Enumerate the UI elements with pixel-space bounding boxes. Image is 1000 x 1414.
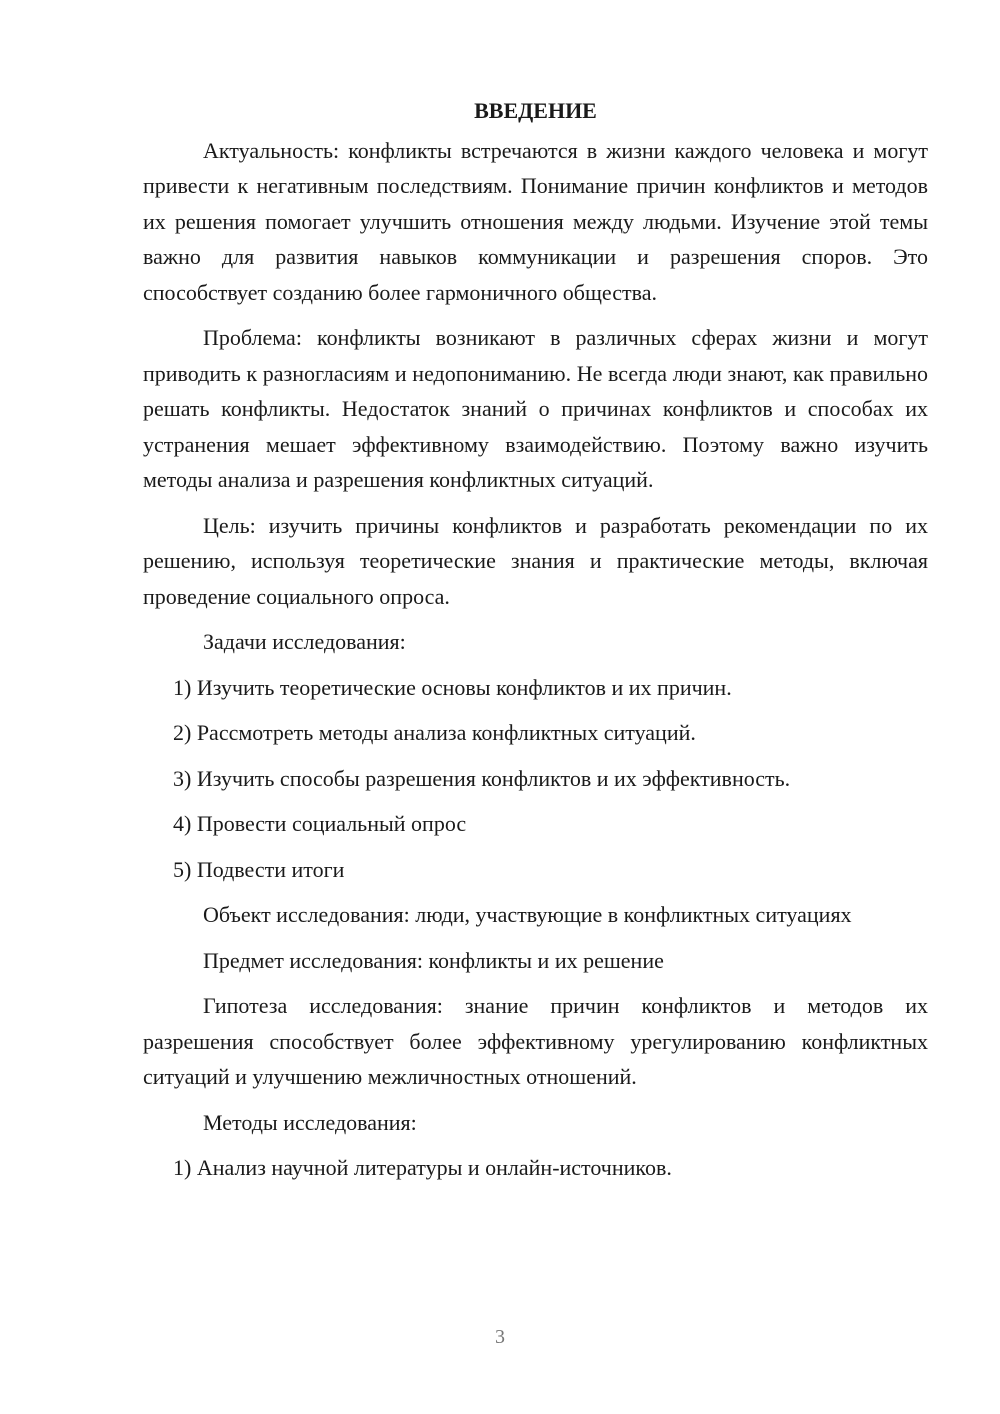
hypothesis-paragraph: Гипотеза исследования: знание причин конфликтов и методов их разрешения способствует более эффективному урегулированию конфликтных ситуаций и улучшению межличностных отношений. [143, 993, 928, 1089]
goal-paragraph: Цель: изучить причины конфликтов и разработать рекомендации по их решению, используя теоретические знания и практические методы, включая проведение социального опроса. [143, 512, 928, 609]
section-title: ВВЕДЕНИЕ [474, 98, 597, 123]
object-paragraph: Объект исследования: люди, участвующие в конфликтных ситуациях [203, 902, 852, 927]
task-item-3: 3) Изучить способы разрешения конфликтов и их эффективность. [173, 765, 791, 791]
task-item-2: 2) Рассмотреть методы анализа конфликтных ситуаций. [173, 720, 696, 745]
document-page [143, 93, 928, 1196]
tasks-heading: Задачи исследования: [203, 629, 406, 654]
subject-paragraph: Предмет исследования: конфликты и их решение [203, 947, 664, 973]
method-item-1: 1) Анализ научной литературы и онлайн-источников. [173, 1155, 672, 1180]
task-item-5: 5) Подвести итоги [173, 856, 345, 882]
task-item-1: 1) Изучить теоретические основы конфликтов и их причин. [173, 674, 732, 700]
problem-paragraph: Проблема: конфликты возникают в различных сферах жизни и могут приводить к разногласиям и недопониманию. Не всегда люди знают, как правильно решать конфликты. Недостаток знаний о причинах конфликтов и способах их устранения мешает эффективному взаимодействию. Поэтому важно изучить методы анализа и разрешения конфликтных ситуаций. [143, 325, 928, 492]
methods-heading: Методы исследования: [203, 1109, 417, 1135]
task-item-4: 4) Провести социальный опрос [173, 811, 467, 836]
relevance-paragraph: Актуальность: конфликты встречаются в жизни каждого человека и могут привести к негативным последствиям. Понимание причин конфликтов и методов их решения помогает улучшить отношения между людьми. Изучение этой темы важно для развития навыков коммуникации и разрешения споров. Это способствует созданию более гармоничного общества. [143, 137, 928, 305]
page-number: 3 [495, 1326, 505, 1348]
